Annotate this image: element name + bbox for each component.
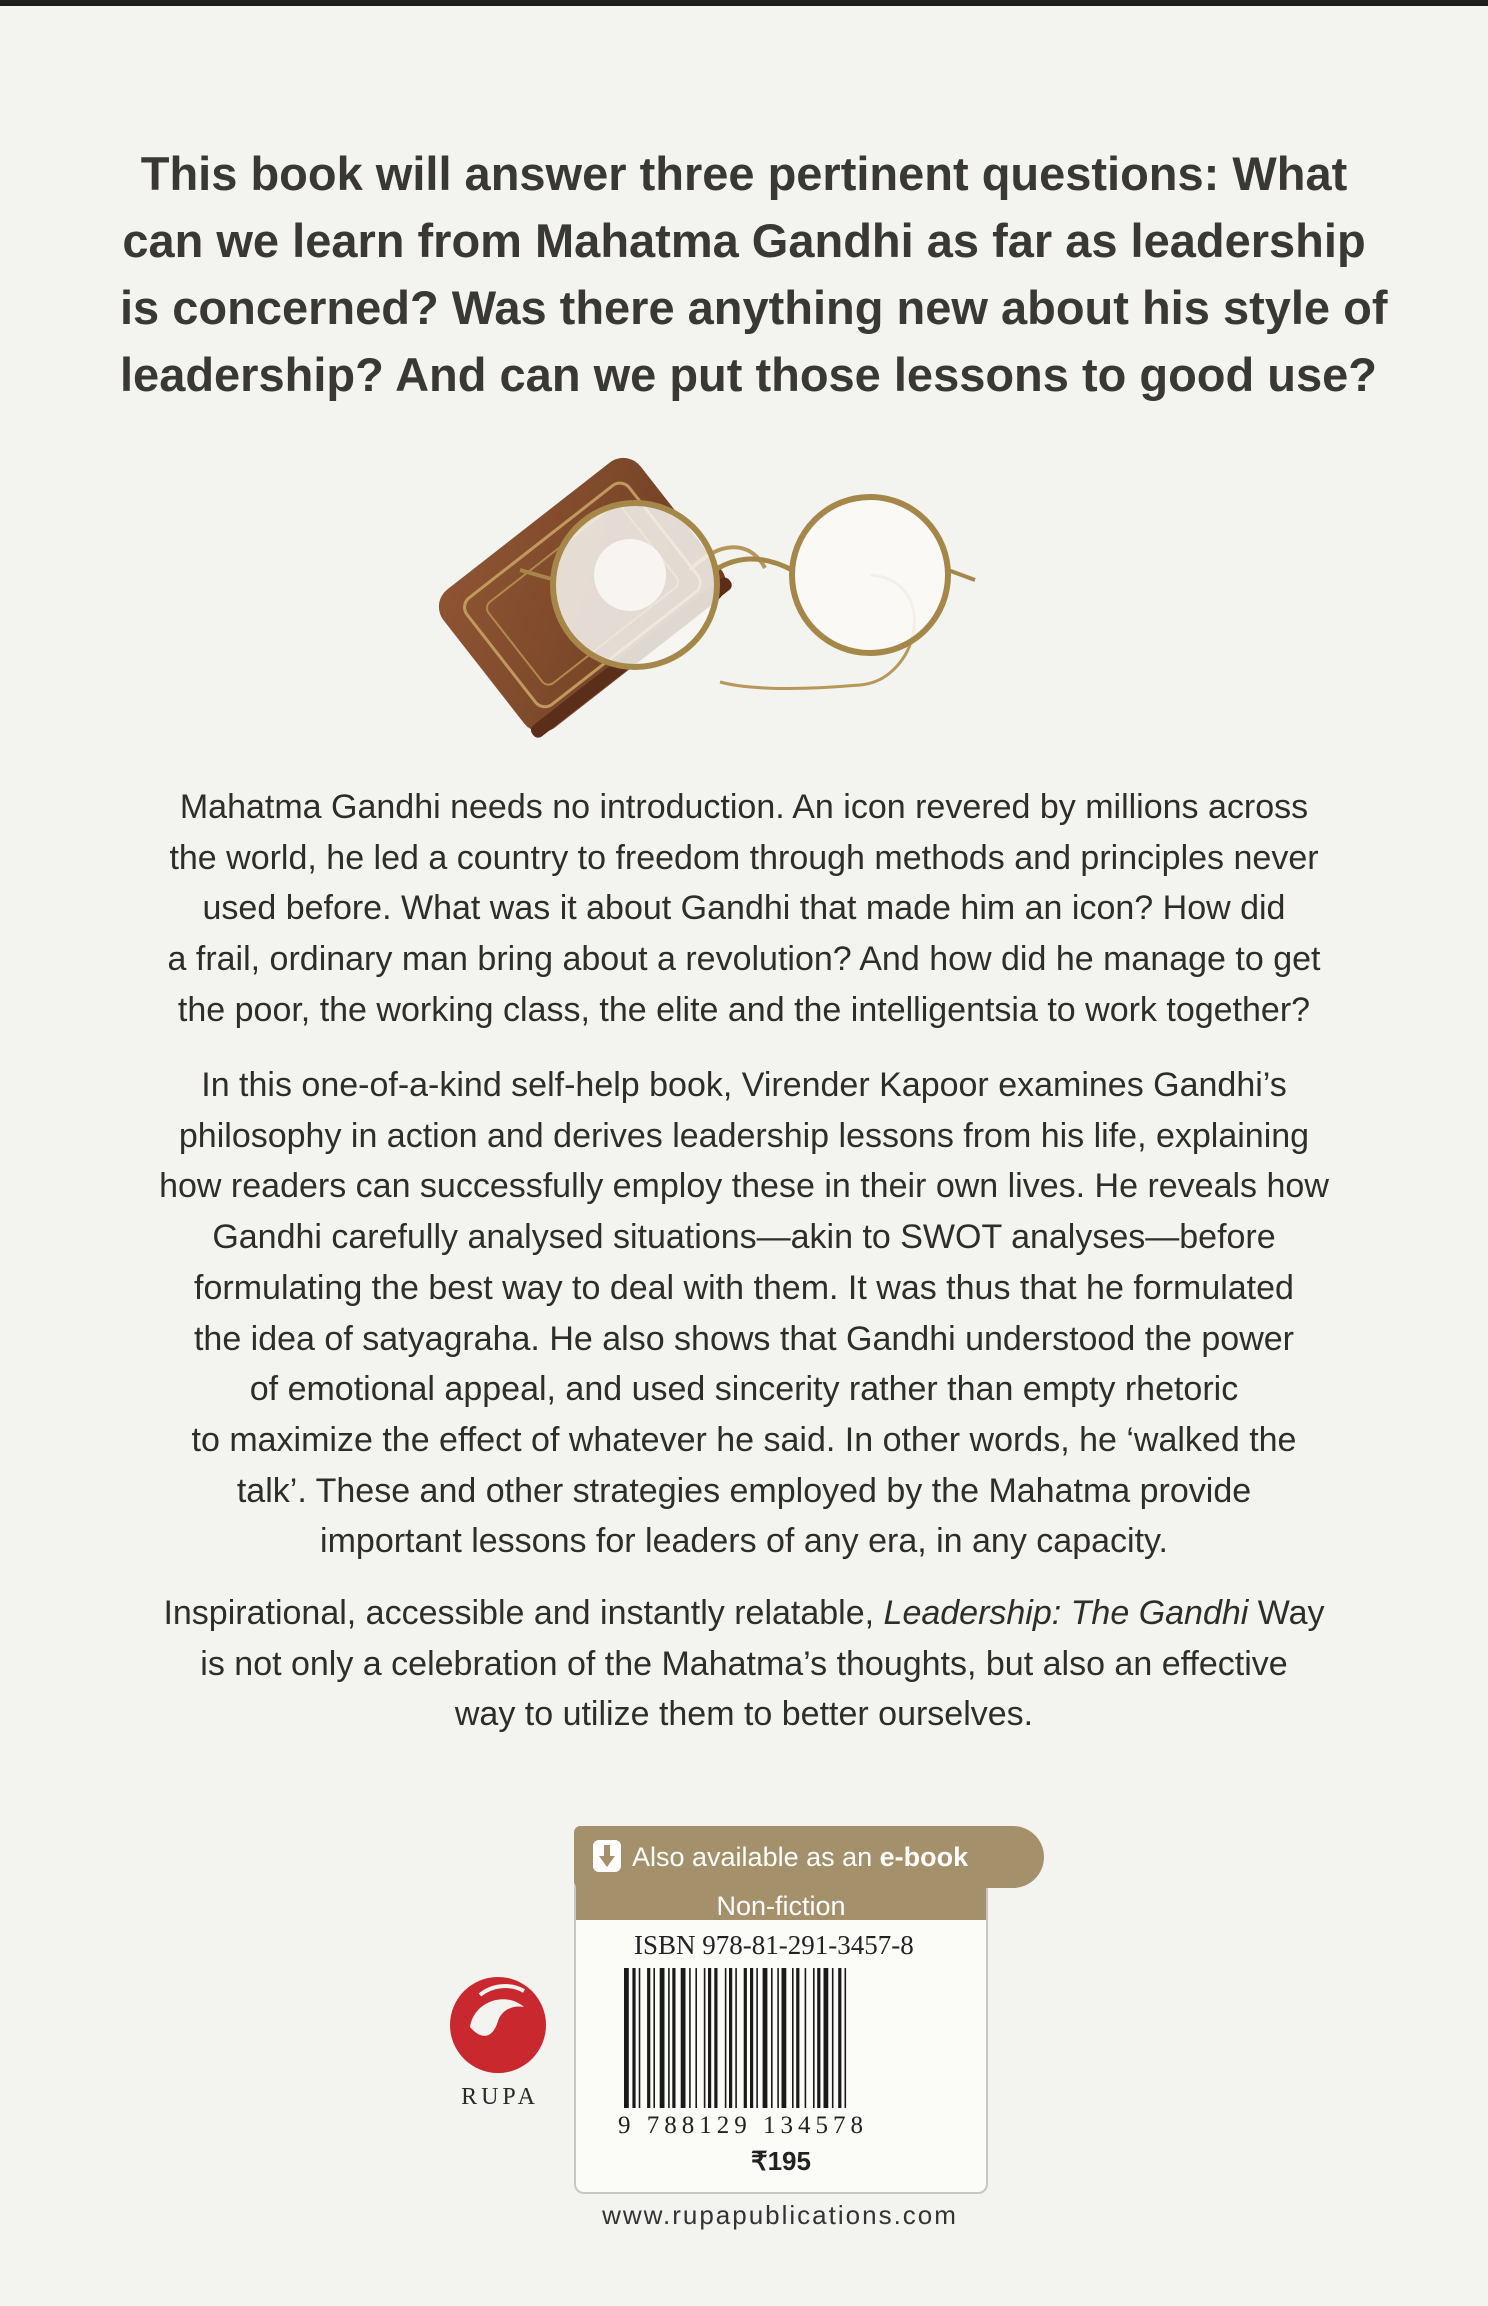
publisher-website: www.rupapublications.com — [602, 2200, 958, 2230]
genre-label: Non-fiction — [576, 1880, 986, 1920]
publisher-name: RUPA — [461, 2084, 539, 2110]
paragraph-line: is not only a celebration of the Mahatma’s thoughts, but also an effective — [200, 1644, 1288, 1683]
description-paragraph-1 — [110, 782, 1378, 1036]
line-prefix: Inspirational, accessible and instantly relatable, — [163, 1594, 884, 1632]
ebook-text-prefix: Also available as an — [632, 1842, 880, 1872]
price-label: ₹195 — [751, 2146, 811, 2176]
paragraph-line: formulating the best way to deal with them. It was thus that he formulated — [194, 1268, 1294, 1307]
isbn-box — [574, 1878, 988, 2194]
paragraph-line: the poor, the working class, the elite and the intelligentsia to work together? — [177, 990, 1311, 1029]
glasses-and-book-photo — [420, 420, 1020, 750]
headline-line: leadership? And can we put those lessons to good use? — [120, 348, 1377, 401]
rupa-logo-icon — [440, 1965, 560, 2095]
paragraph-line: In this one-of-a-kind self-help book, Virender Kapoor examines Gandhi’s — [201, 1066, 1287, 1104]
paragraph-line: the idea of satyagraha. He also shows that Gandhi understood the power — [193, 1319, 1295, 1358]
headline-line: can we learn from Mahatma Gandhi as far as leadership — [122, 214, 1366, 267]
paragraph-line: philosophy in action and derives leadership lessons from his life, explaining — [178, 1116, 1310, 1155]
headline-line: This book will answer three pertinent questions: What — [140, 147, 1348, 200]
cover-top-edge — [0, 0, 1488, 6]
ebook-text — [632, 1826, 968, 1888]
paragraph-line: a frail, ordinary man bring about a revolution? And how did he manage to get — [167, 940, 1321, 979]
paragraph-line — [110, 1588, 1378, 1639]
download-icon — [592, 1839, 622, 1873]
paragraph-line: the world, he led a country to freedom through methods and principles never — [169, 838, 1319, 877]
paragraph-line: to maximize the effect of whatever he said. In other words, he ‘walked the — [191, 1420, 1297, 1459]
headline — [120, 140, 1388, 408]
isbn-number: ISBN 978-81-291-3457-8 — [634, 1930, 914, 1960]
headline-line: is concerned? Was there anything new about his style of — [120, 281, 1388, 334]
paragraph-line: of emotional appeal, and used sincerity rather than empty rhetoric — [249, 1370, 1239, 1409]
paragraph-line: Mahatma Gandhi needs no introduction. An icon revered by millions across — [179, 788, 1309, 826]
barcode-digits: 9 788129 134578 — [618, 2112, 868, 2139]
paragraph-line: way to utilize them to better ourselves. — [454, 1695, 1034, 1734]
paragraph-line: talk’. These and other strategies employed by the Mahatma provide — [236, 1471, 1252, 1510]
glasses-image — [520, 497, 975, 667]
description-paragraph-3 — [110, 1588, 1378, 1740]
ebook-text-bold: e-book — [879, 1842, 969, 1872]
paragraph-line: important lessons for leaders of any era, in any capacity. — [320, 1522, 1168, 1561]
line-suffix: Way — [1248, 1594, 1325, 1632]
book-title: Leadership: The Gandhi — [883, 1594, 1249, 1632]
paragraph-line: Gandhi carefully analysed situations—akin to SWOT analyses—before — [212, 1218, 1276, 1257]
paragraph-line: used before. What was it about Gandhi that made him an icon? How did — [202, 889, 1286, 928]
ebook-availability-banner — [574, 1826, 1044, 1888]
barcode-image — [620, 1968, 950, 2118]
paragraph-line: how readers can successfully employ these in their own lives. He reveals how — [159, 1167, 1329, 1206]
description-paragraph-2 — [110, 1060, 1378, 1567]
